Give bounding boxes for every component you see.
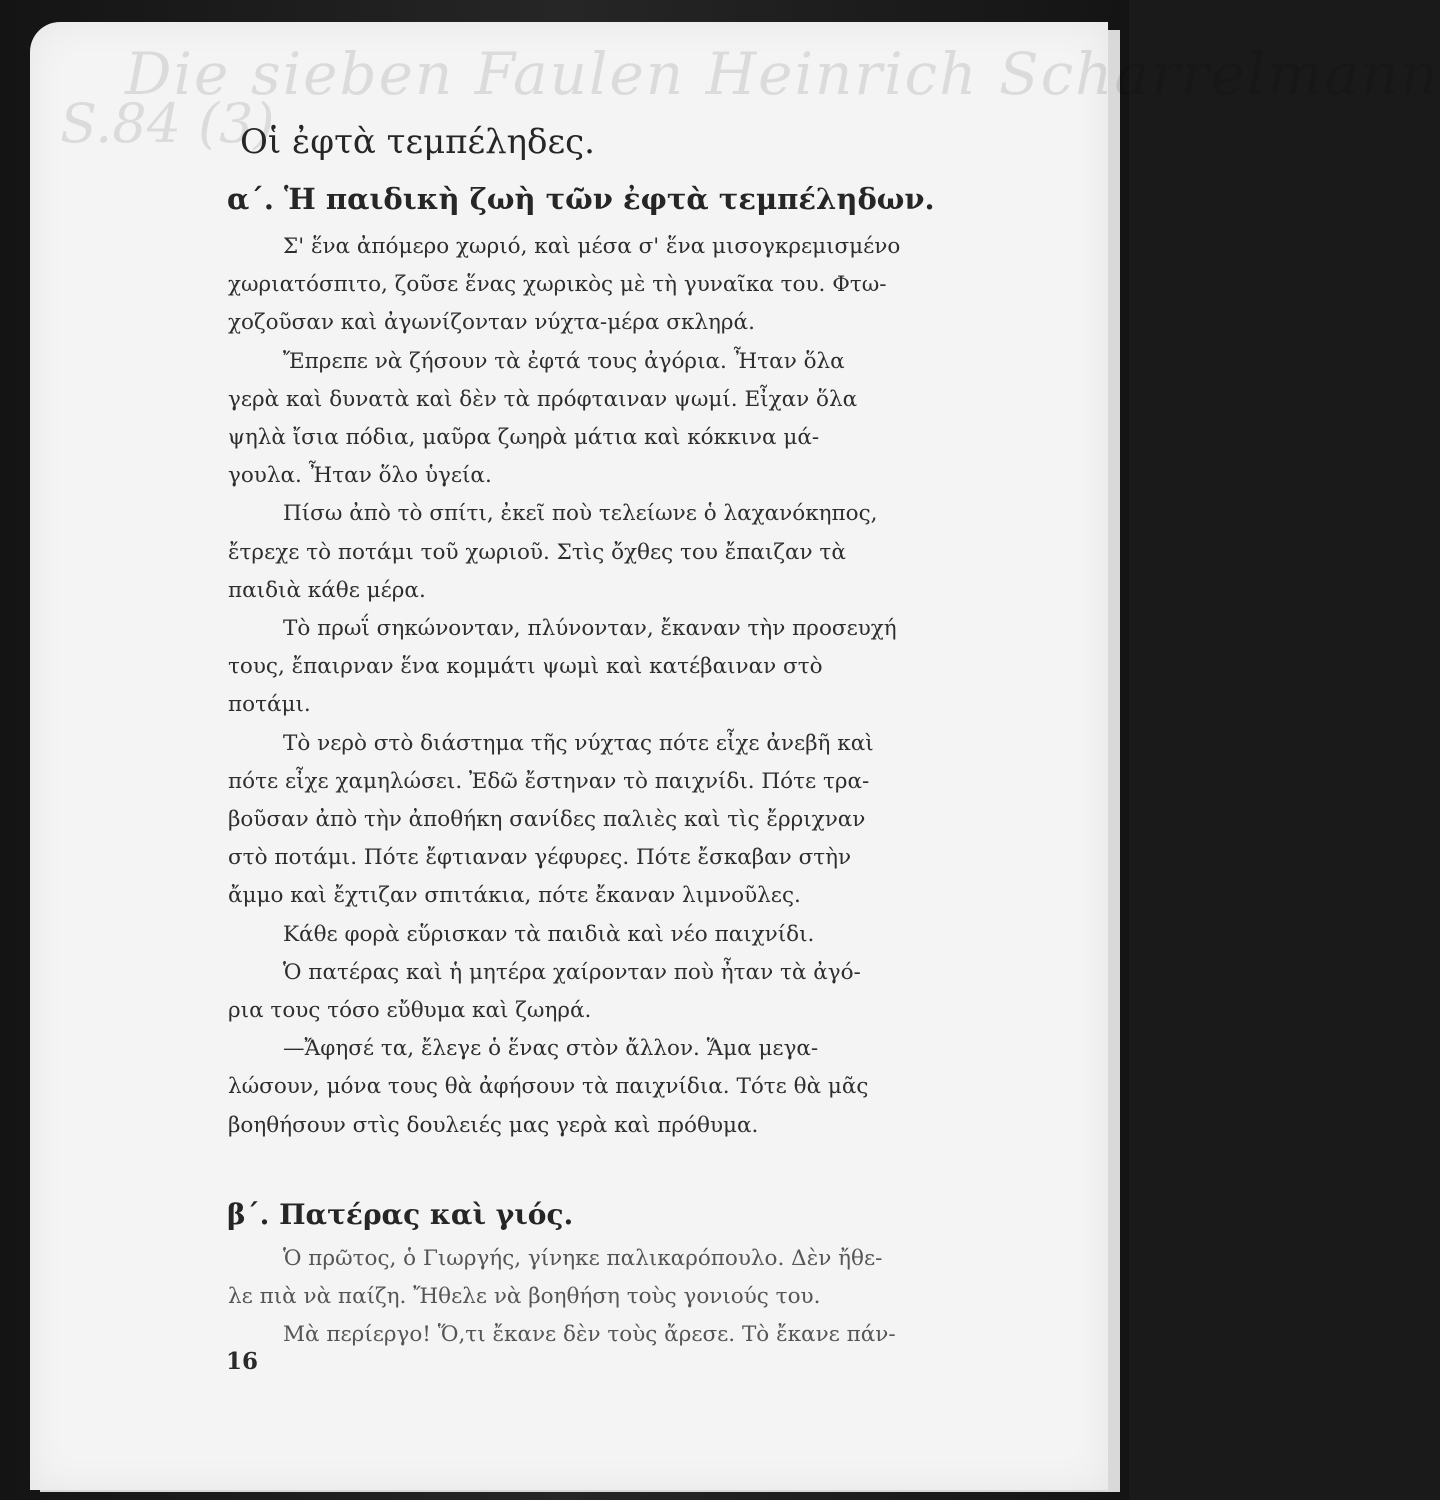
section-a-heading: α΄. Ἡ παιδικὴ ζωὴ τῶν ἐφτὰ τεμπέληδων. (227, 182, 935, 216)
text-line: γερὰ καὶ δυνατὰ καὶ δὲν τὰ πρόφταιναν ψωμί. Εἶχαν ὅλα (228, 386, 858, 412)
text-line: γουλα. Ἦταν ὅλο ὑγεία. (228, 463, 492, 489)
text-line: Κάθε φορὰ εὕρισκαν τὰ παιδιὰ καὶ νέο παιχνίδι. (283, 921, 815, 947)
text-line: τους, ἔπαιρναν ἕνα κομμάτι ψωμὶ καὶ κατέβαιναν στὸ (228, 654, 823, 680)
text-line: Ἔπρεπε νὰ ζήσουν τὰ ἐφτά τους ἀγόρια. Ἦταν ὅλα (283, 348, 845, 374)
pencil-annotation-top: Die sieben Faulen Heinrich Scharrelmann (125, 40, 1440, 108)
section-a-body (228, 228, 1043, 1145)
text-line: Τὸ πρωΐ σηκώνονταν, πλύνονταν, ἔκαναν τὴν προσευχή (283, 616, 897, 642)
section-b-heading: β΄. Πατέρας καὶ γιός. (227, 1198, 574, 1231)
text-line: Ὁ πατέρας καὶ ἡ μητέρα χαίρονταν ποὺ ἦταν τὰ ἀγό- (283, 959, 861, 985)
text-line: Ὁ πρῶτος, ὁ Γιωργής, γίνηκε παλικαρόπουλο. Δὲν ἤθε- (283, 1246, 883, 1271)
text-line: ποτάμι. (228, 692, 311, 718)
page-number: 16 (226, 1348, 259, 1375)
pencil-annotation-side: S.84 (3) (60, 92, 275, 155)
text-line: λώσουν, μόνα τους θὰ ἀφήσουν τὰ παιχνίδια. Τότε θὰ μᾶς (228, 1074, 869, 1100)
text-line: Πίσω ἀπὸ τὸ σπίτι, ἐκεῖ ποὺ τελείωνε ὁ λαχανόκηπος, (283, 501, 878, 527)
text-line: ψηλὰ ἴσια πόδια, μαῦρα ζωηρὰ μάτια καὶ κόκκινα μά- (228, 425, 820, 451)
text-line: στὸ ποτάμι. Πότε ἔφτιαναν γέφυρες. Πότε ἔσκαβαν στὴν (228, 845, 852, 871)
text-line: βοῦσαν ἀπὸ τὴν ἀποθήκη σανίδες παλιὲς καὶ τὶς ἔρριχναν (228, 807, 866, 833)
text-line: χωριατόσπιτο, ζοῦσε ἕνας χωρικὸς μὲ τὴ γυναῖκα του. Φτω- (228, 272, 887, 298)
text-line: λε πιὰ νὰ παίζη. Ἤθελε νὰ βοηθήση τοὺς γονιούς του. (228, 1284, 821, 1310)
text-line: Μὰ περίεργο! Ὅ,τι ἔκανε δὲν τοὺς ἄρεσε. Τὸ ἔκανε πάν- (283, 1322, 896, 1348)
text-line: Σ' ἕνα ἀπόμερο χωριό, καὶ μέσα σ' ἕνα μισογκρεμισμένο (283, 234, 901, 259)
section-b-body (228, 1240, 1043, 1355)
text-line: —Ἄφησέ τα, ἔλεγε ὁ ἕνας στὸν ἄλλον. Ἅμα μεγα- (283, 1036, 819, 1062)
text-line: Τὸ νερὸ στὸ διάστημα τῆς νύχτας πότε εἶχε ἀνεβῆ καὶ (283, 730, 874, 756)
book-page (30, 22, 1440, 1490)
text-line: πότε εἶχε χαμηλώσει. Ἐδῶ ἔστηναν τὸ παιχνίδι. Πότε τρα- (228, 768, 870, 794)
text-line: ἄμμο καὶ ἔχτιζαν σπιτάκια, πότε ἔκαναν λιμνοῦλες. (228, 883, 801, 909)
chapter-title: Οἱ ἐφτὰ τεμπέληδες. (240, 122, 595, 162)
text-line: παιδιὰ κάθε μέρα. (228, 577, 426, 603)
text-line: χοζοῦσαν καὶ ἀγωνίζονταν νύχτα-μέρα σκληρά. (228, 310, 755, 336)
text-line: βοηθήσουν στὶς δουλειές μας γερὰ καὶ πρόθυμα. (228, 1112, 759, 1138)
text-line: ἔτρεχε τὸ ποτάμι τοῦ χωριοῦ. Στὶς ὄχθες του ἔπαιζαν τὰ (228, 539, 846, 565)
text-line: ρια τους τόσο εὔθυμα καὶ ζωηρά. (228, 998, 592, 1024)
